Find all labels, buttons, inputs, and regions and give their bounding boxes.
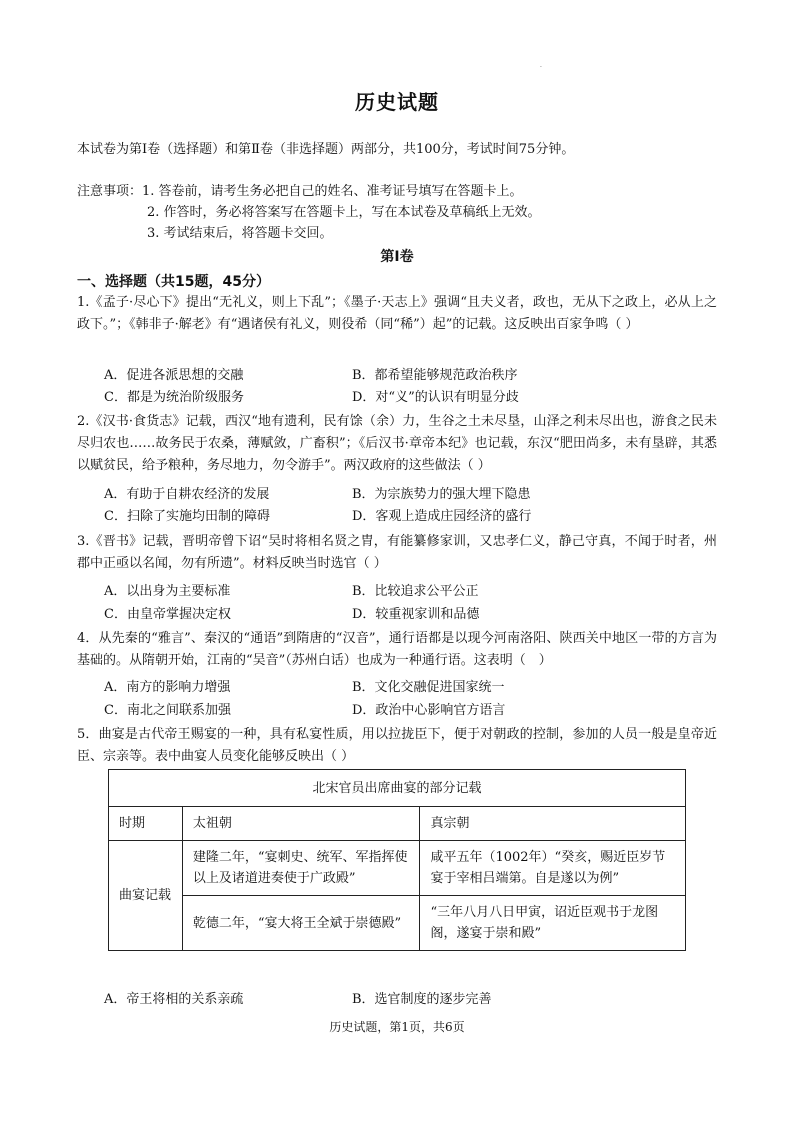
page-footer: 历史试题，第1页，共6页	[329, 1020, 465, 1034]
note-item-3: 3. 考试结束后，将答题卡交回。	[147, 226, 333, 241]
table-header-zhenzong: 真宗朝	[420, 807, 686, 841]
banquet-records-table	[108, 769, 686, 951]
question-2-stem: 2.《汉书·食货志》记载，西汉“地有遗利，民有馀（余）力，生谷之土未尽垦，山泽之利未尽出也，游食之民未尽归农也……故务民于农桑，薄赋敛，广畜积”；《后汉书·章帝本纪》也记载，东汉“肥田尚多，未有垦辟，其悉以赋贫民，给予粮种，务尽地力，勿令游手”。两汉政府的这些做法（ ）	[77, 414, 717, 473]
question-5-stem: 5．曲宴是古代帝王赐宴的一种，具有私宴性质，用以拉拢臣下，便于对朝政的控制，参加的人员一般是皇帝近臣、宗亲等。表中曲宴人员变化能够反映出（ ）	[77, 727, 717, 764]
notes-label	[77, 183, 523, 201]
table-header-period: 时期	[109, 807, 183, 841]
question-4-option-c: C．南北之间联系加强	[104, 703, 231, 718]
table-header-row	[109, 807, 686, 841]
part-heading: 第Ⅰ卷	[380, 249, 414, 265]
question-3-option-b: B．比较追求公平公正	[352, 584, 479, 599]
question-3-option-a: A．以出身为主要标准	[104, 584, 231, 599]
table-cell: 咸平五年（1002年）“癸亥，赐近臣岁节宴于宰相吕端第。自是遂以为例”	[420, 841, 686, 896]
question-5-option-a: A．帝王将相的关系亲疏	[104, 992, 244, 1007]
table-cell: 建隆二年，“宴刺史、统军、军指挥使以上及诸道进奏使于广政殿”	[182, 841, 420, 896]
question-1-option-b: B．都希望能够规范政治秩序	[352, 368, 518, 383]
question-5-option-b: B．选官制度的逐步完善	[352, 992, 492, 1007]
question-4-option-d: D．政治中心影响官方语言	[352, 703, 506, 718]
table-cell: “三年八月八日甲寅，诏近臣观书于龙图阁，遂宴于崇和殿”	[420, 896, 686, 951]
question-2-option-c: C．扫除了实施均田制的障碍	[104, 509, 270, 524]
page-title: 历史试题	[355, 90, 439, 114]
question-1-option-d: D．对“义”的认识有明显分歧	[352, 390, 519, 405]
section-heading: 一、选择题（共15题，45分）	[77, 274, 270, 290]
table-caption: 北宋官员出席曲宴的部分记载	[109, 770, 686, 807]
question-4-option-a: A．南方的影响力增强	[104, 680, 231, 695]
table-row	[109, 896, 686, 951]
question-1-stem: 1.《孟子·尽心下》提出“无礼义，则上下乱”；《墨子·天志上》强调“且夫义者，政也，无从下之政上，必从上之政下。”；《韩非子·解老》有“遇诸侯有礼义，则役希（同“稀”）起”的记载。这反映出百家争鸣（ ）	[77, 295, 717, 332]
question-3-option-c: C．由皇帝掌握决定权	[104, 607, 231, 622]
table-header-taizu: 太祖朝	[182, 807, 420, 841]
note-item-1: 1. 答卷前，请考生务必把自己的姓名、准考证号填写在答题卡上。	[142, 184, 523, 199]
scan-mark: ·	[540, 64, 542, 71]
table-cell: 乾德二年，“宴大将王全斌于崇德殿”	[182, 896, 420, 951]
question-4-stem: 4．从先秦的“雅言”、秦汉的“通语”到隋唐的“汉音”，通行语都是以现今河南洛阳、陕西关中地区一带的方言为基础的。从隋朝开始，江南的“吴音”（苏州白话）也成为一种通行语。这表明（ ）	[77, 631, 717, 668]
note-item-2: 2. 作答时，务必将答案写在答题卡上，写在本试卷及草稿纸上无效。	[147, 205, 541, 220]
question-2-option-d: D．客观上造成庄园经济的盛行	[352, 509, 532, 524]
question-1-option-c: C．都是为统治阶级服务	[104, 390, 244, 405]
exam-intro: 本试卷为第Ⅰ卷（选择题）和第Ⅱ卷（非选择题）两部分，共100分，考试时间75分钟。	[77, 142, 575, 157]
table-row-label: 曲宴记载	[109, 841, 183, 951]
question-3-stem: 3.《晋书》记载，晋明帝曾下诏“吴时将相名贤之胄，有能纂修家训，又忠孝仁义，静己守真，不闻于时者，州郡中正亟以名闻，勿有所遗”。材料反映当时选官（ ）	[77, 534, 717, 571]
question-2-option-b: B．为宗族势力的强大埋下隐患	[352, 487, 531, 502]
question-4-option-b: B．文化交融促进国家统一	[352, 680, 505, 695]
table-row	[109, 841, 686, 896]
question-3-option-d: D．较重视家训和品德	[352, 607, 480, 622]
notes-label-text: 注意事项：	[77, 184, 143, 199]
question-1-option-a: A．促进各派思想的交融	[104, 368, 244, 383]
question-2-option-a: A．有助于自耕农经济的发展	[104, 487, 270, 502]
